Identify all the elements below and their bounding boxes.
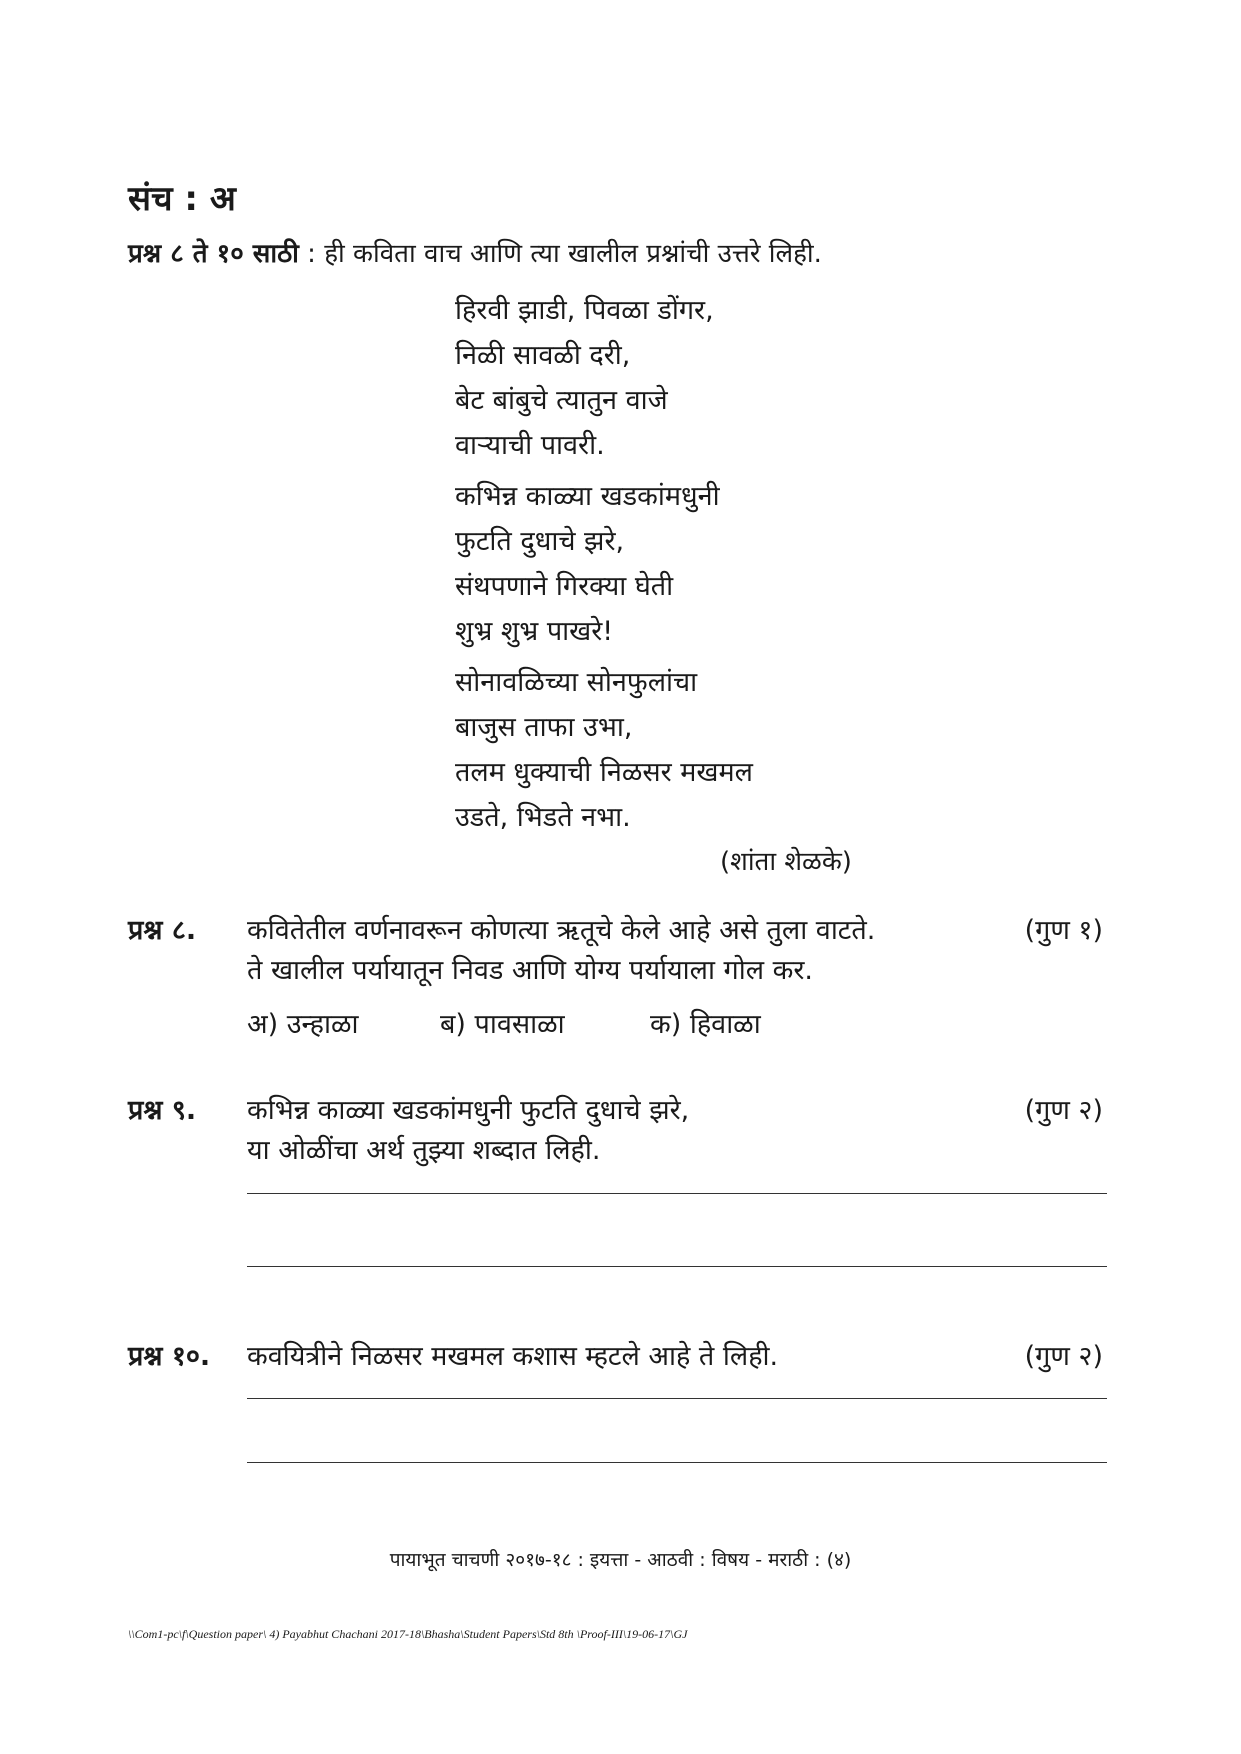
question-9-number: प्रश्न ९.	[128, 1095, 197, 1126]
poem-line: उडते, भिडते नभा.	[455, 802, 631, 833]
poem	[455, 288, 753, 840]
poem-line: निळी सावळी दरी,	[455, 340, 631, 371]
set-title: संच : अ	[128, 179, 236, 219]
question-8-line-2: ते खालील पर्यायातून निवड आणि योग्य पर्यायाला गोल कर.	[247, 955, 813, 986]
question-9-marks: (गुण २)	[1024, 1095, 1103, 1126]
instruction-separator: :	[298, 239, 325, 269]
poem-line: सोनावळिच्या सोनफुलांचा	[455, 667, 698, 698]
question-10-marks: (गुण २)	[1024, 1341, 1103, 1372]
poem-line: हिरवी झाडी, पिवळा डोंगर,	[455, 295, 714, 326]
question-10-line-1: कवयित्रीने निळसर मखमल कशास म्हटले आहे ते लिही.	[247, 1341, 779, 1372]
option-c[interactable]: क) हिवाळा	[650, 1009, 761, 1040]
option-a[interactable]: अ) उन्हाळा	[247, 1009, 359, 1040]
poem-line: संथपणाने गिरक्या घेती	[455, 571, 674, 602]
question-9-line-2: या ओळींचा अर्थ तुझ्या शब्दात लिही.	[247, 1135, 601, 1166]
answer-line[interactable]	[247, 1193, 1107, 1194]
question-8-line-1: कवितेतील वर्णनावरून कोणत्या ऋतूचे केले आहे असे तुला वाटते.	[247, 915, 876, 946]
poem-line: बेट बांबुचे त्यातुन वाजे	[455, 385, 668, 416]
question-8-marks: (गुण १)	[1024, 915, 1103, 946]
option-b[interactable]: ब) पावसाळा	[440, 1009, 565, 1040]
instruction	[128, 234, 822, 270]
poem-line: शुभ्र शुभ्र पाखरे!	[455, 616, 614, 647]
poem-author: (शांता शेळके)	[720, 847, 852, 877]
poem-line: वाऱ्याची पावरी.	[455, 430, 605, 461]
file-path: \\Com1-pc\f\Question paper\ 4) Payabhut Chachani 2017-18\Bhasha\Student Papers\Std 8th \Proof-III\19-06-17\GJ	[128, 1627, 688, 1641]
poem-line: तलम धुक्याची निळसर मखमल	[455, 757, 753, 788]
answer-line[interactable]	[247, 1266, 1107, 1267]
answer-line[interactable]	[247, 1462, 1107, 1463]
question-9-line-1: कभिन्न काळ्या खडकांमधुनी फुटति दुधाचे झरे,	[247, 1095, 690, 1126]
poem-line: कभिन्न काळ्या खडकांमधुनी	[455, 481, 720, 512]
page-footer: पायाभूत चाचणी २०१७-१८ : इयत्ता - आठवी : विषय - मराठी : (४)	[389, 1549, 852, 1571]
poem-line: फुटति दुधाचे झरे,	[455, 526, 625, 557]
question-10-number: प्रश्न १०.	[128, 1341, 211, 1372]
instruction-label: प्रश्न ८ ते १० साठी	[128, 239, 299, 269]
question-8-number: प्रश्न ८.	[128, 915, 197, 946]
answer-line[interactable]	[247, 1398, 1107, 1399]
instruction-text: ही कविता वाच आणि त्या खालील प्रश्नांची उत्तरे लिही.	[324, 239, 822, 269]
poem-line: बाजुस ताफा उभा,	[455, 712, 633, 743]
